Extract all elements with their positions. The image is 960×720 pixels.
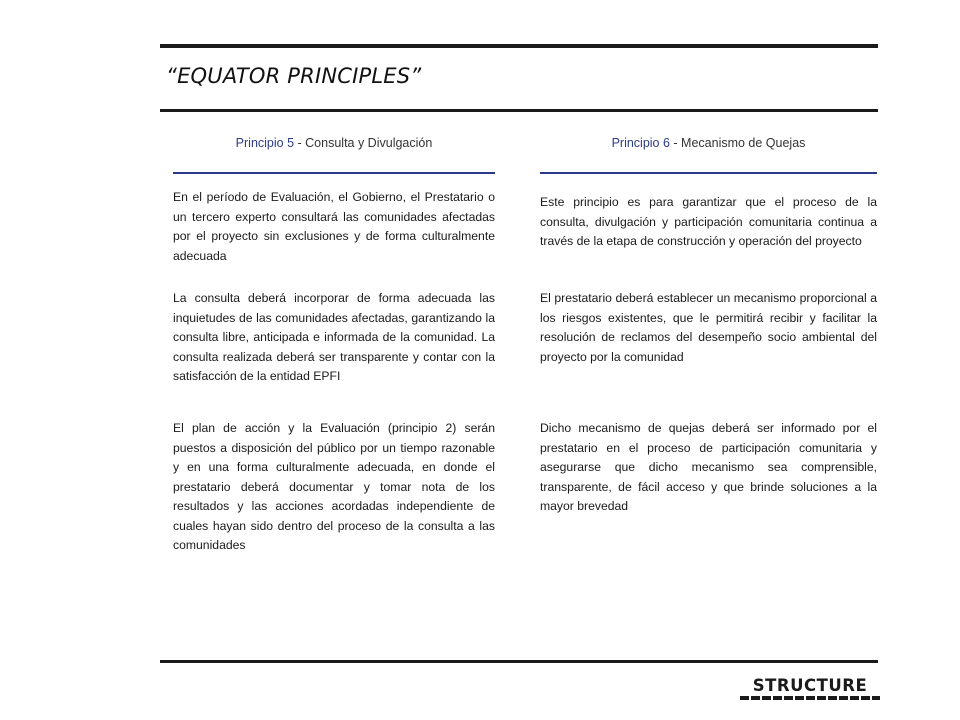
principle-6-number: Principio 6 [611, 136, 670, 150]
bottom-rule [160, 660, 878, 663]
principle-5-heading-text: - Consulta y Divulgación [294, 136, 433, 150]
principle-5-paragraph-1: En el período de Evaluación, el Gobierno, el Prestatario o un tercero experto consultará las comunidades afectadas por el proyecto sin exclusiones y de forma culturalmente adecuada [173, 190, 495, 263]
principle-6-heading-text: - Mecanismo de Quejas [669, 136, 806, 150]
principle-6-paragraph-1: Este principio es para garantizar que el proceso de la consulta, divulgación y participación comunitaria continua a través de la etapa de construcción y operación del proyecto [540, 195, 877, 248]
top-rule [160, 44, 878, 48]
principle-6-heading [540, 136, 877, 150]
principle-6-paragraph-2: El prestatario deberá establecer un mecanismo proporcional a los riesgos existentes, que le permitirá recibir y facilitar la resolución de reclamos del desempeño socio ambiental del proyecto por la comunidad [540, 291, 877, 364]
principle-5-number: Principio 5 [235, 136, 295, 150]
page-title: “EQUATOR PRINCIPLES” [166, 64, 422, 88]
title-underline-rule [160, 109, 878, 112]
principle-5-paragraph-3: El plan de acción y la Evaluación (principio 2) serán puestos a disposición del público por un tiempo razonable y en una forma culturalmente adecuada, en donde el prestatario deberá documentar y tomar nota de los resultados y las acciones acordadas independiente de cuales hayan sido dentro del proceso de la consulta a las comunidades [173, 421, 495, 552]
structure-logo [738, 676, 882, 704]
principle-6-underline [540, 172, 877, 174]
logo-wordmark: STRUCTURE [752, 676, 868, 695]
principle-5-paragraph-2: La consulta deberá incorporar de forma adecuada las inquietudes de las comunidades afectadas, garantizando la consulta libre, anticipada e informada de la comunidad. La consulta realizada deberá ser transparente y contar con la satisfacción de la entidad EPFI [173, 291, 495, 383]
principle-6-paragraph-3: Dicho mecanismo de quejas deberá ser informado por el prestatario en el proceso de participación comunitaria y asegurarse que dicho mecanismo sea comprensible, transparente, de fácil acceso y que brinde soluciones a la mayor brevedad [540, 421, 877, 513]
principle-5-heading [173, 136, 495, 150]
logo-underline-bar [740, 696, 880, 700]
principle-5-underline [173, 172, 495, 174]
